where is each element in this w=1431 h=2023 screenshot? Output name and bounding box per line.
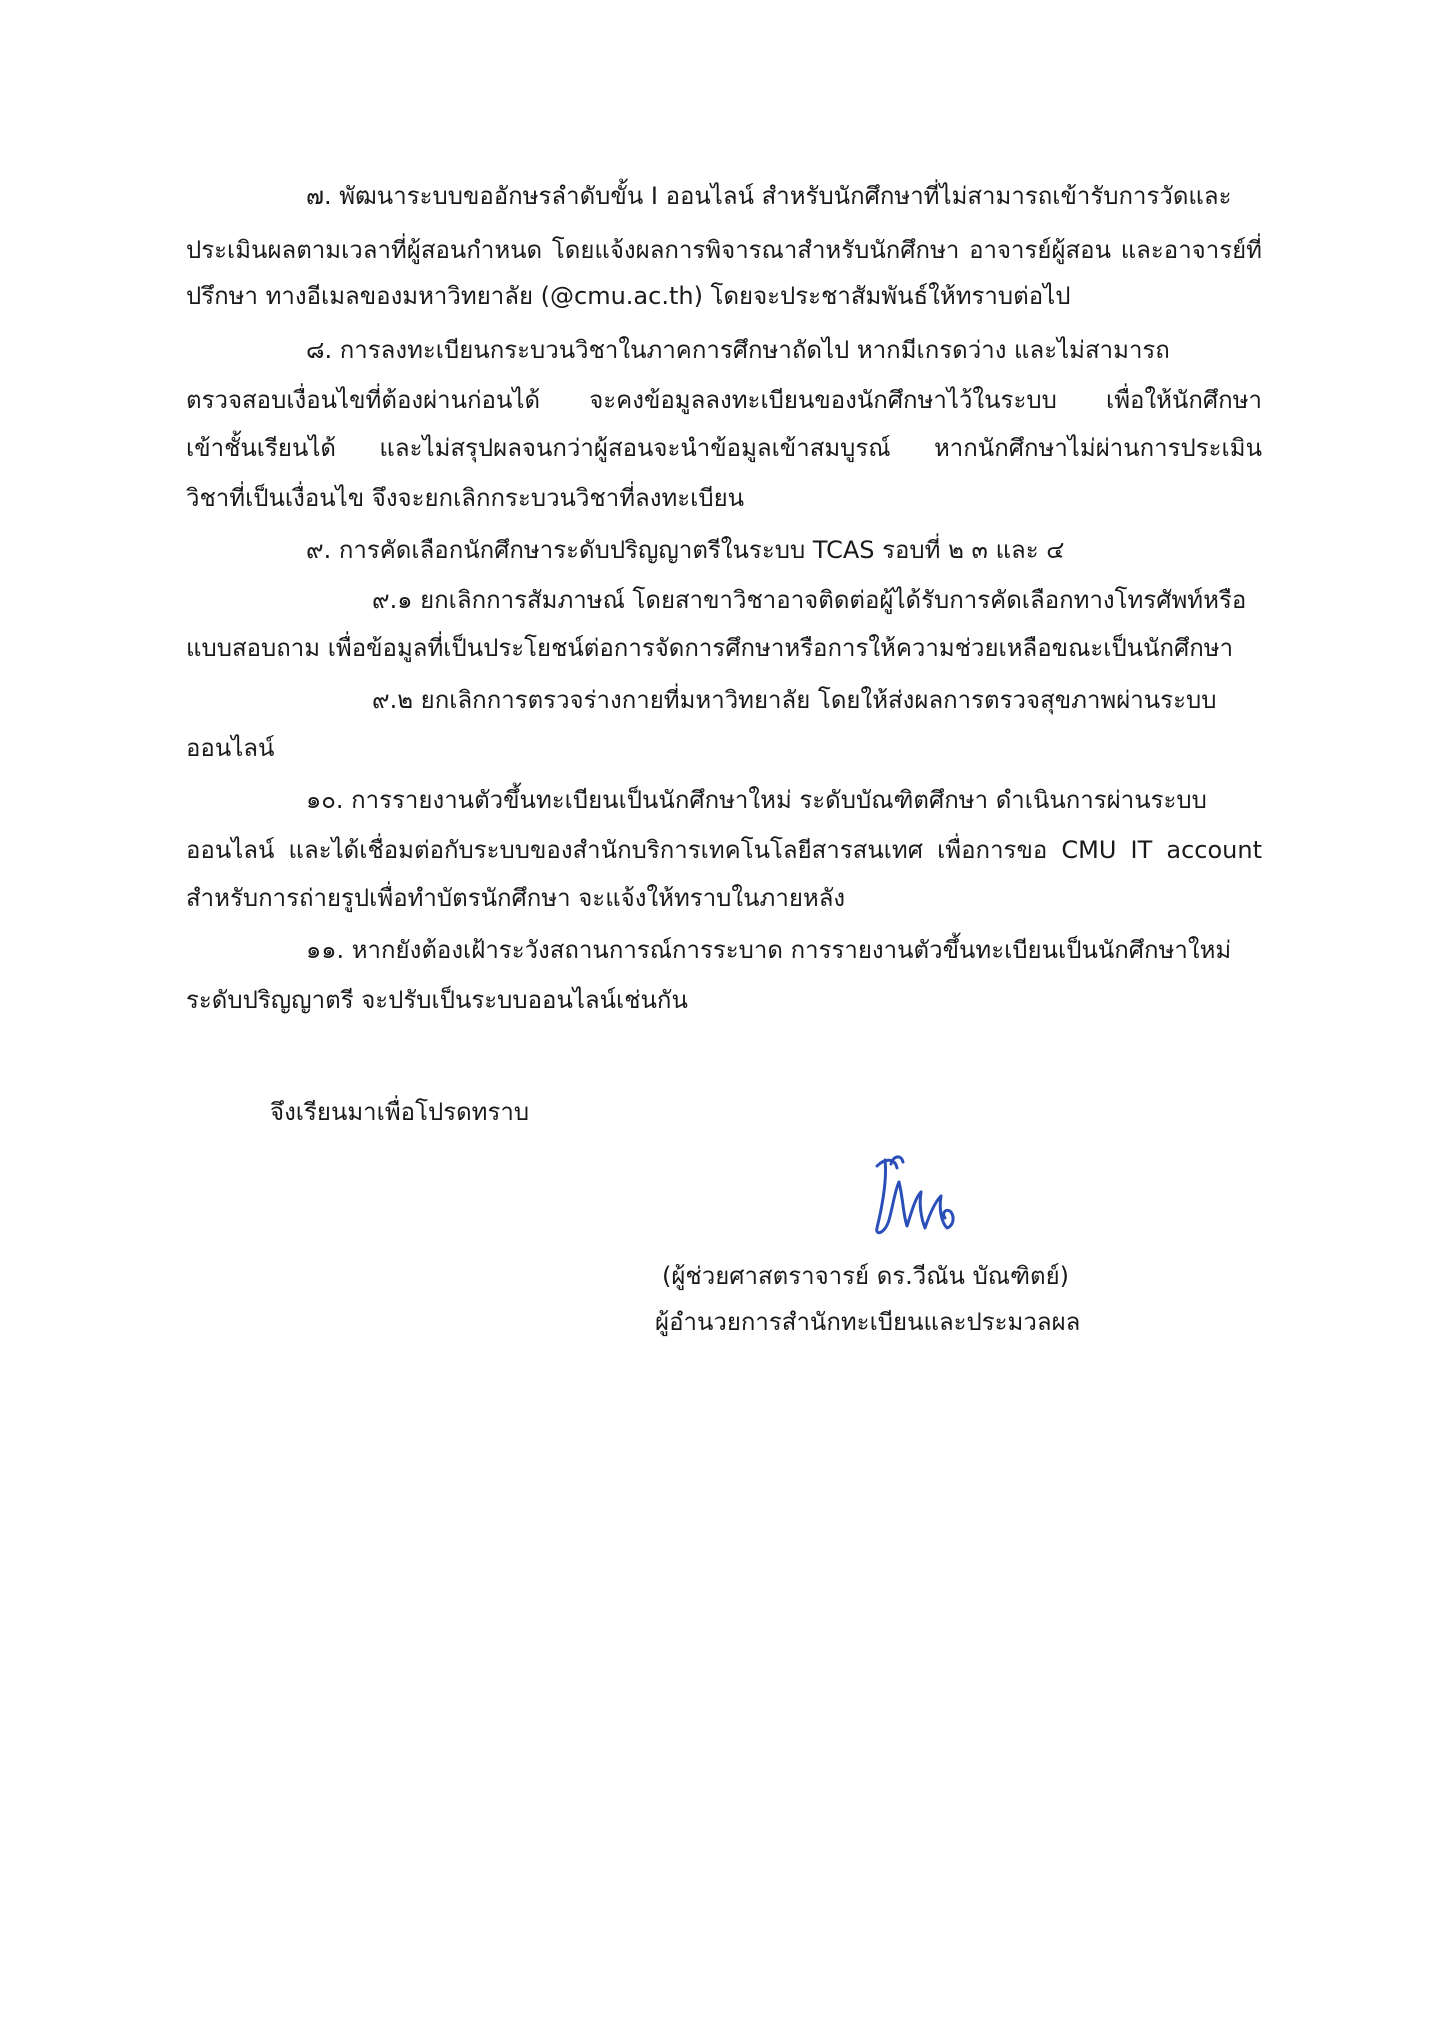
item-10-line-3: สำหรับการถ่ายรูปเพื่อทำบัตรนักศึกษา จะแจ้งให้ทราบในภายหลัง <box>186 884 846 912</box>
signatory-title: ผู้อำนวยการสำนักทะเบียนและประมวลผล <box>655 1308 1081 1336</box>
item-7-line-1: ๗. พัฒนาระบบขออักษรลำดับขั้น I ออนไลน์ สำหรับนักศึกษาที่ไม่สามารถเข้ารับการวัดและ <box>306 182 1232 210</box>
item-9-line-1: ๙. การคัดเลือกนักศึกษาระดับปริญญาตรีในระบบ TCAS รอบที่ ๒ ๓ และ ๔ <box>306 536 1065 564</box>
item-9-1-line-1: ๙.๑ ยกเลิกการสัมภาษณ์ โดยสาขาวิชาอาจติดต่อผู้ได้รับการคัดเลือกทางโทรศัพท์หรือ <box>372 586 1247 614</box>
item-11-line-1: ๑๑. หากยังต้องเฝ้าระวังสถานการณ์การระบาด การรายงานตัวขึ้นทะเบียนเป็นนักศึกษาใหม่ <box>306 936 1232 964</box>
item-11-line-2: ระดับปริญญาตรี จะปรับเป็นระบบออนไลน์เช่นกัน <box>186 986 688 1014</box>
handwritten-signature <box>855 1148 975 1248</box>
item-8-line-1: ๘. การลงทะเบียนกระบวนวิชาในภาคการศึกษาถัดไป หากมีเกรดว่าง และไม่สามารถ <box>306 336 1170 364</box>
item-9-2-line-1: ๙.๒ ยกเลิกการตรวจร่างกายที่มหาวิทยาลัย โดยให้ส่งผลการตรวจสุขภาพผ่านระบบ <box>372 686 1217 714</box>
item-8-line-3: เข้าชั้นเรียนได้ และไม่สรุปผลจนกว่าผู้สอนจะนำข้อมูลเข้าสมบูรณ์ หากนักศึกษาไม่ผ่านการประเมิน <box>186 434 1262 462</box>
item-9-1-line-2: แบบสอบถาม เพื่อข้อมูลที่เป็นประโยชน์ต่อการจัดการศึกษาหรือการให้ความช่วยเหลือขณะเป็นนักศึกษา <box>186 634 1234 662</box>
item-8-line-2: ตรวจสอบเงื่อนไขที่ต้องผ่านก่อนได้ จะคงข้อมูลลงทะเบียนของนักศึกษาไว้ในระบบ เพื่อให้นักศึกษา <box>186 386 1262 414</box>
item-8-line-4: วิชาที่เป็นเงื่อนไข จึงจะยกเลิกกระบวนวิชาที่ลงทะเบียน <box>186 484 745 512</box>
item-7-line-3: ปรึกษา ทางอีเมลของมหาวิทยาลัย (@cmu.ac.th) โดยจะประชาสัมพันธ์ให้ทราบต่อไป <box>186 282 1071 310</box>
item-10-line-2: ออนไลน์ และได้เชื่อมต่อกับระบบของสำนักบริการเทคโนโลยีสารสนเทศ เพื่อการขอ CMU IT account <box>186 836 1262 864</box>
closing-text: จึงเรียนมาเพื่อโปรดทราบ <box>270 1098 530 1126</box>
item-9-2-line-2: ออนไลน์ <box>186 734 275 762</box>
item-7-line-2: ประเมินผลตามเวลาที่ผู้สอนกำหนด โดยแจ้งผลการพิจารณาสำหรับนักศึกษา อาจารย์ผู้สอน และอาจารย์ที่ <box>186 236 1262 264</box>
signatory-name: (ผู้ช่วยศาสตราจารย์ ดร.วีณัน บัณฑิตย์) <box>662 1262 1070 1290</box>
item-10-line-1: ๑๐. การรายงานตัวขึ้นทะเบียนเป็นนักศึกษาใหม่ ระดับบัณฑิตศึกษา ดำเนินการผ่านระบบ <box>306 786 1207 814</box>
